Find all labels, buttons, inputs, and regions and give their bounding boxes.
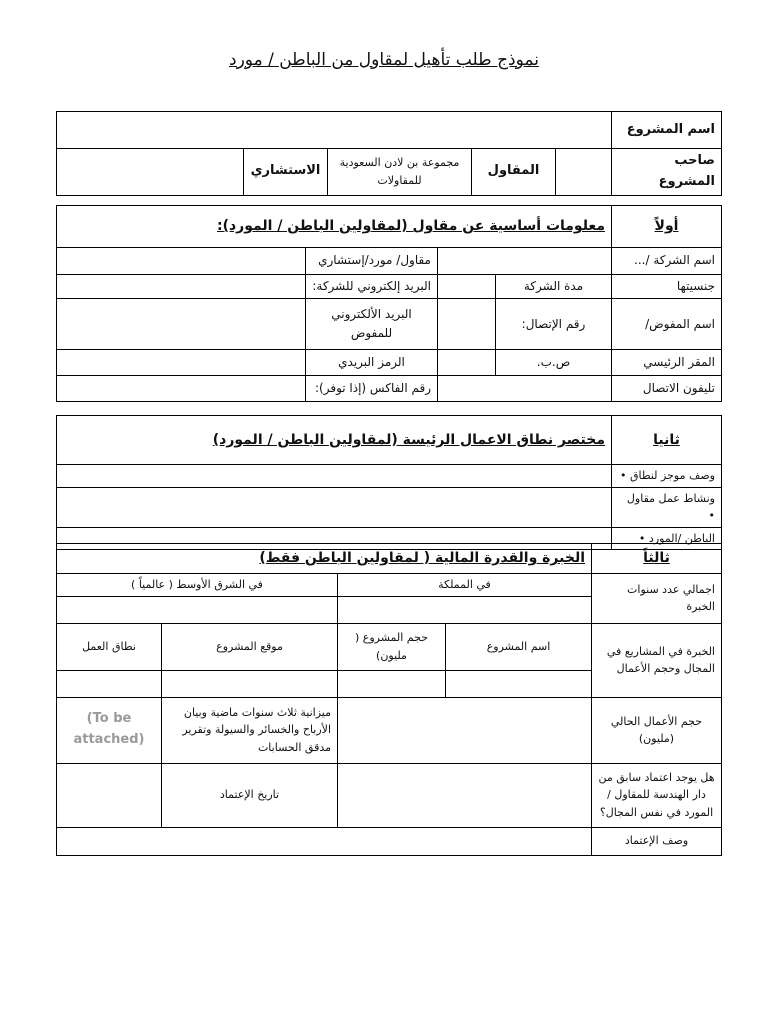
scope-desc-line-2: ونشاط عمل مقاول • [612,487,722,527]
current-volume-label: حجم الأعمال الحالي (مليون) [592,697,722,763]
project-name-value[interactable] [57,112,612,149]
budget-label: ميزانية ثلاث سنوات ماضية وبيان الأرباح والخسائر والسيولة وتقرير مدقق الحسابات [162,697,338,763]
delegate-email-label: البريد الألكتروني للمفوض [306,299,438,350]
phone-label: تليفون الاتصال [612,376,722,402]
bullet-icon: • [638,531,646,545]
project-name-label: اسم المشروع [612,112,722,149]
company-type-label: مقاول/ مورد/إستشاري [306,248,438,275]
project-name-col: اسم المشروع [446,623,592,670]
total-years-label: اجمالي عدد سنوات الخبرة [592,574,722,624]
in-kingdom-label: في المملكة [338,574,592,597]
fax-label: رقم الفاكس (إذا توفر): [306,376,438,402]
contractor-label: المقاول [472,149,556,196]
project-location-cell[interactable] [162,670,338,697]
project-location-col: موقع المشروع [162,623,338,670]
page-title: نموذج طلب تأهيل لمقاول من الباطن / مورد [229,50,539,70]
attachment-note: To be) (attached [57,697,162,763]
approval-desc-value[interactable] [57,827,592,855]
section1-heading: معلومات أساسية عن مقاول (لمقاولين الباطن / المورد): [57,206,612,248]
section2-heading: مختصر نطاق الاعمال الرئيسة (لمقاولين الباطن / المورد) [57,416,612,465]
work-scope-cell[interactable] [57,670,162,697]
bullet-icon: • [619,469,627,482]
postal-code-value[interactable] [57,350,306,376]
scope-desc-line-3: الباطن /المورد • [612,527,722,550]
contractor-value: مجموعة بن لادن السعودية للمقاولات [328,149,472,196]
project-owner-value[interactable] [556,149,612,196]
contact-number-value[interactable] [438,299,496,350]
approval-date-label: تاريخ الإعتماد [162,763,338,827]
project-name-cell[interactable] [446,670,592,697]
scope-line-1[interactable] [57,465,612,488]
project-owner-label: صاحب المشروع [612,149,722,196]
company-email-label: البريد إلكتروني للشركة: [306,275,438,299]
postal-code-label: الرمز البريدي [306,350,438,376]
company-name-value[interactable] [438,248,612,275]
scope-desc-line-1: وصف موجز لنطاق • [612,465,722,488]
delegate-name-label: اسم المفوض/ [612,299,722,350]
section3-number: ثالثاً [592,544,722,574]
company-type-value[interactable] [57,248,306,275]
work-scope-col: نطاق العمل [57,623,162,670]
nationality-label: جنسيتها [612,275,722,299]
prior-approval-value[interactable] [338,763,592,827]
company-duration-label: مدة الشركة [496,275,612,299]
in-mideast-label: في الشرق الأوسط ( عالمياً ) [57,574,338,597]
project-size-col: حجم المشروع ( مليون) [338,623,446,670]
consultant-label: الاستشاري [244,149,328,196]
contact-number-label: رقم الإتصال: [496,299,612,350]
section1-table [56,205,722,402]
approval-date-value[interactable] [57,763,162,827]
section1-number: أولاً [612,206,722,248]
company-name-label: اسم الشركة /... [612,248,722,275]
project-table [56,111,722,196]
section2-number: ثانيا [612,416,722,465]
project-size-cell[interactable] [338,670,446,697]
approval-desc-label: وصف الإعتماد [592,827,722,855]
headquarters-label: المقر الرئيسي [612,350,722,376]
section3-heading: الخبرة والقدرة المالية ( لمقاولين الباطن فقط) [57,544,592,574]
in-mideast-value[interactable] [57,596,338,623]
in-kingdom-value[interactable] [338,596,592,623]
current-volume-value[interactable] [338,697,592,763]
fax-value[interactable] [57,376,306,402]
section2-table [56,415,722,550]
section3-table [56,543,722,856]
delegate-email-value[interactable] [57,299,306,350]
consultant-value[interactable] [57,149,244,196]
company-email-value[interactable] [57,275,306,299]
experience-label: الخبرة في المشاريع في المجال وحجم الأعمال [592,623,722,697]
phone-value[interactable] [438,376,612,402]
bullet-icon: • [708,509,715,523]
po-box-value[interactable] [438,350,496,376]
prior-approval-label: هل يوجد اعتماد سابق من دار الهندسة للمقاول / المورد في نفس المجال؟ [592,763,722,827]
company-duration-value[interactable] [438,275,496,299]
scope-line-2[interactable] [57,487,612,527]
po-box-label: ص.ب. [496,350,612,376]
